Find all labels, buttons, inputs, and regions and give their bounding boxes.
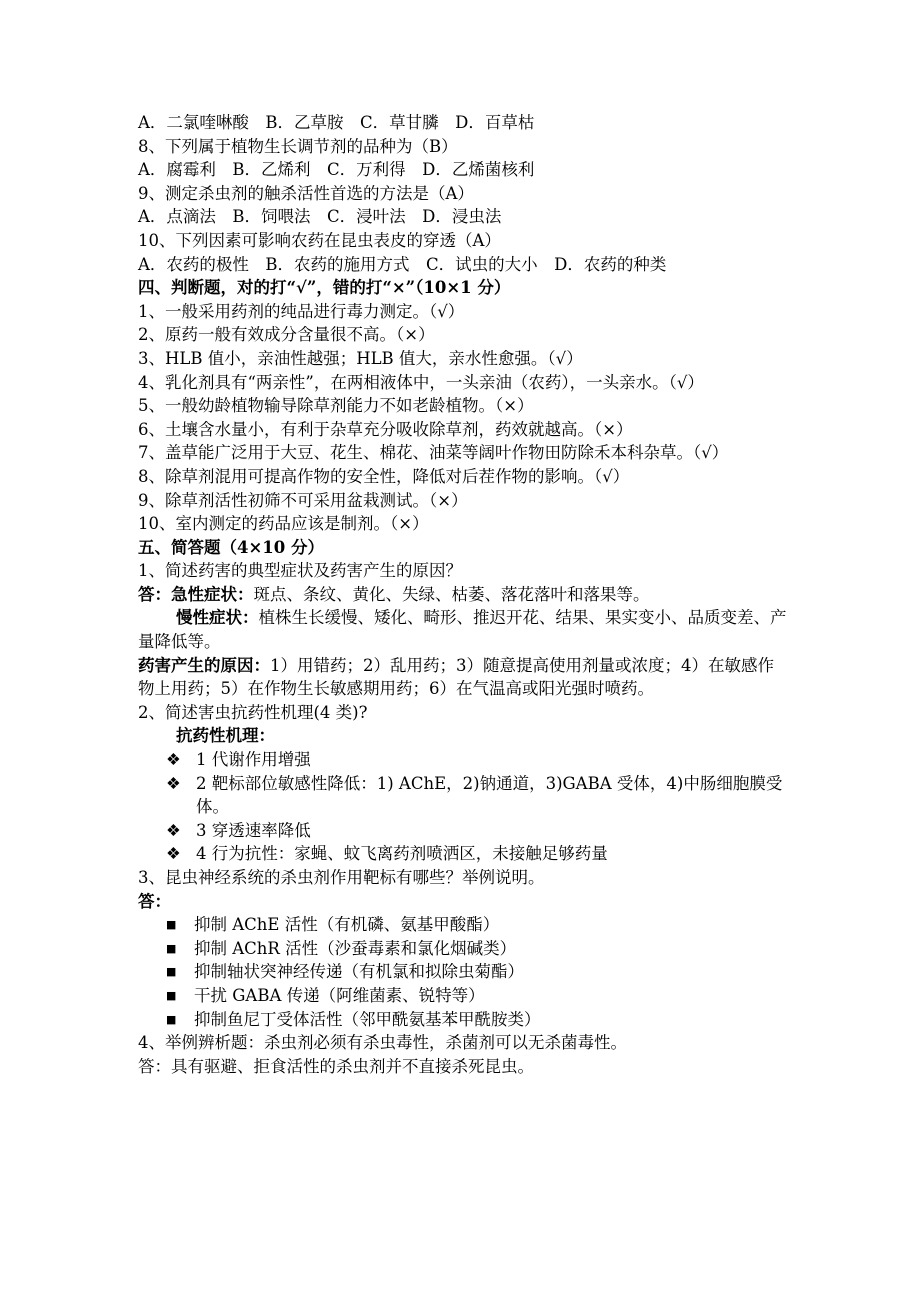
judge-3: 3、HLB 值小，亲油性越强；HLB 值大，亲水性愈强。（√） xyxy=(138,348,583,368)
list-item xyxy=(138,819,788,843)
q10-options: A．农药的极性 B．农药的施用方式 C．试虫的大小 D．农药的种类 xyxy=(138,254,667,274)
q2-subheading: 抗药性机理： xyxy=(176,726,275,746)
answer-1-causes-label: 药害产生的原因： xyxy=(138,655,270,675)
judge-6: 6、土壤含水量小，有利于杂草充分吸收除草剂，药效就越高。（×） xyxy=(138,419,633,439)
judge-2: 2、原药一般有效成分含量很不高。（×） xyxy=(138,325,435,345)
list-item xyxy=(138,960,788,984)
list-item xyxy=(138,748,788,772)
q9-text: 9、测定杀虫剂的触杀活性首选的方法是（A） xyxy=(138,183,474,203)
answer-1-acute xyxy=(138,583,788,607)
q3-item-1: 抑制 AChE 活性（有机磷、氨基甲酸酯） xyxy=(194,915,500,935)
judge-5: 5、一般幼龄植物输导除草剂能力不如老龄植物。（×） xyxy=(138,396,534,416)
answer-1-chronic-label: 慢性症状： xyxy=(176,608,259,628)
answer-1-causes xyxy=(138,654,788,701)
diamond-bullet-icon: ❖ xyxy=(166,820,181,840)
q8-text: 8、下列属于植物生长调节剂的品种为（B） xyxy=(138,136,458,156)
list-item xyxy=(138,984,788,1008)
q2-item-1: 1 代谢作用增强 xyxy=(196,750,311,770)
diamond-bullet-icon: ❖ xyxy=(166,844,181,864)
list-item xyxy=(138,772,788,819)
answer-1-acute-text: 斑点、条纹、黄化、失绿、枯萎、落花落叶和落果等。 xyxy=(253,584,650,604)
square-bullet-icon: ■ xyxy=(166,918,177,932)
diamond-bullet-icon: ❖ xyxy=(166,750,181,770)
answer-1-chronic-text: 植株生长缓慢、矮化、畸形、推迟开花、结果、果实变小、品质变差、产量降低等。 xyxy=(138,608,787,652)
square-bullet-icon: ■ xyxy=(166,965,177,979)
judge-1: 1、一般采用药剂的纯品进行毒力测定。（√） xyxy=(138,301,465,321)
q7-options: A．二氯喹啉酸 B．乙草胺 C．草甘膦 D．百草枯 xyxy=(138,113,535,132)
short-q3: 3、昆虫神经系统的杀虫剂作用靶标有哪些？举例说明。 xyxy=(138,868,545,887)
q2-item-3: 3 穿透速率降低 xyxy=(196,820,311,840)
q8-options: A．腐霉利 B．乙烯利 C．万利得 D．乙烯菌核利 xyxy=(138,160,535,180)
short-q4: 4、举例辨析题：杀虫剂必须有杀虫毒性，杀菌剂可以无杀菌毒性。 xyxy=(138,1033,627,1053)
list-item xyxy=(138,842,788,866)
q3-item-2: 抑制 AChR 活性（沙蚕毒素和氯化烟碱类） xyxy=(194,938,517,958)
answer-1-chronic xyxy=(138,606,788,653)
square-bullet-icon: ■ xyxy=(166,941,177,955)
section-5-heading: 五、简答题（4×10 分） xyxy=(138,537,325,557)
q2-item-2: 2 靶标部位敏感性降低：1) AChE，2)钠通道，3)GABA 受体，4)中肠细胞膜受体。 xyxy=(196,773,783,817)
section-4-heading: 四、判断题，对的打“√”，错的打“×”（10×1 分） xyxy=(138,278,511,298)
short-q2: 2、简述害虫抗药性机理(4 类)? xyxy=(138,702,368,722)
square-bullet-icon: ■ xyxy=(166,1012,177,1026)
q3-item-4: 干扰 GABA 传递（阿维菌素、锐特等） xyxy=(194,985,485,1005)
answer-1-acute-label: 答：急性症状： xyxy=(138,584,254,604)
judge-9: 9、除草剂活性初筛不可采用盆栽测试。（×） xyxy=(138,490,468,510)
answer-3-label: 答： xyxy=(138,891,171,911)
judge-10: 10、室内测定的药品应该是制剂。（×） xyxy=(138,514,429,534)
short-q1: 1、简述药害的典型症状及药害产生的原因？ xyxy=(138,561,462,581)
judge-8: 8、除草剂混用可提高作物的安全性，降低对后茬作物的影响。（√） xyxy=(138,466,630,486)
list-item xyxy=(138,913,788,937)
list-item xyxy=(138,937,788,961)
document-page xyxy=(138,111,788,1078)
judge-7: 7、盖草能广泛用于大豆、花生、棉花、油菜等阔叶作物田防除禾本科杂草。（√） xyxy=(138,443,729,463)
list-item xyxy=(138,1008,788,1032)
judge-4: 4、乳化剂具有“两亲性”，在两相液体中，一头亲油（农药），一头亲水。（√） xyxy=(138,372,704,392)
answer-4: 答：具有驱避、拒食活性的杀虫剂并不直接杀死昆虫。 xyxy=(138,1056,534,1076)
square-bullet-icon: ■ xyxy=(166,988,177,1002)
q3-item-3: 抑制轴状突神经传递（有机氯和拟除虫菊酯） xyxy=(194,962,524,982)
q9-options: A．点滴法 B．饲喂法 C．浸叶法 D．浸虫法 xyxy=(138,207,502,227)
q10-text: 10、下列因素可影响农药在昆虫表皮的穿透（A） xyxy=(138,230,501,250)
q2-item-4: 4 行为抗性：家蝇、蚊飞离药剂喷洒区，未接触足够药量 xyxy=(196,844,608,864)
q3-item-5: 抑制鱼尼丁受体活性（邻甲酰氨基苯甲酰胺类） xyxy=(194,1009,541,1029)
answer-1-causes-text: 1）用错药；2）乱用药；3）随意提高使用剂量或浓度；4）在敏感作物上用药；5）在作物生长敏感期用药；6）在气温高或阳光强时喷药。 xyxy=(138,655,774,699)
diamond-bullet-icon: ❖ xyxy=(166,773,181,793)
